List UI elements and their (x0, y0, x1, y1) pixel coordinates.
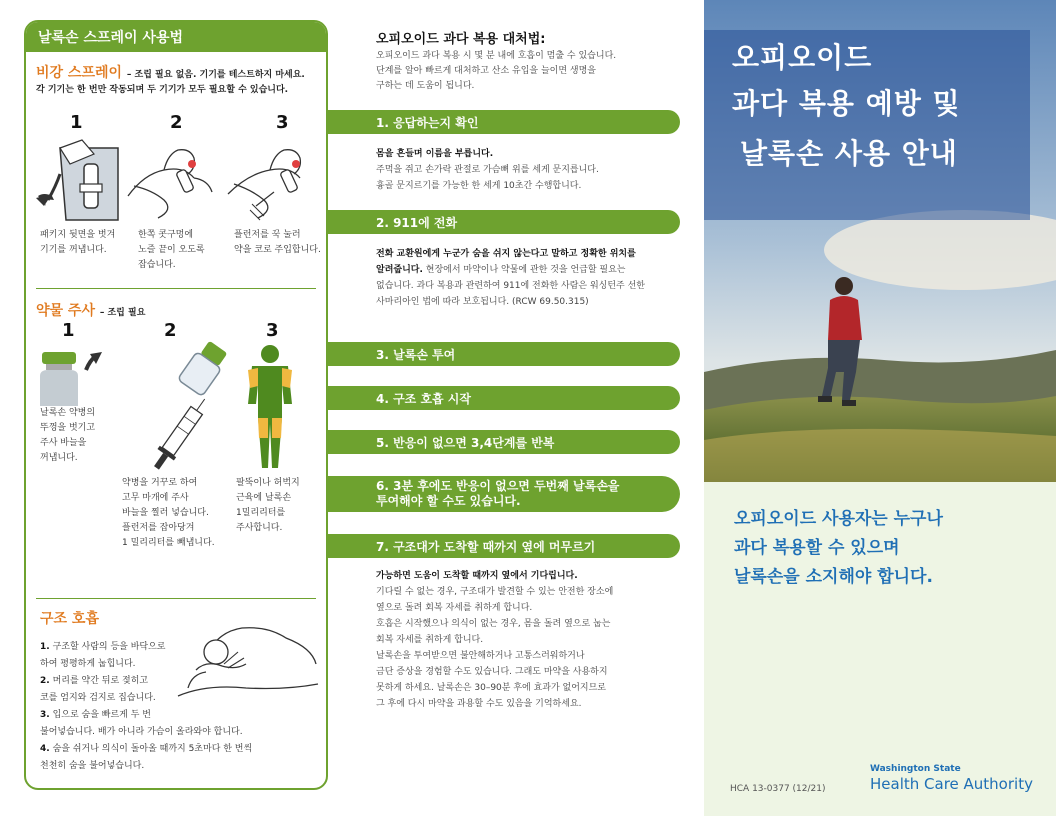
injection-section (36, 300, 145, 320)
injection-step-1-caption: 날록손 약병의 뚜껑을 벗기고 주사 바늘을 꺼냅니다. (40, 408, 96, 463)
injection-step-2-number: 2 (164, 320, 177, 341)
injection-site-figure (244, 344, 296, 472)
rescue-breathing-title: 구조 호흡 (40, 611, 99, 627)
nasal-spray-title: 비강 스프레이 (36, 65, 123, 81)
cover-tagline: 오피오이드 사용자는 누구나 과다 복용할 수 있으며 날록손을 소지해야 합니다. (734, 509, 943, 587)
panel-header: 날록손 스프레이 사용법 (26, 22, 326, 52)
hold-nozzle-illustration (124, 134, 220, 230)
spray-step-1-number: 1 (70, 112, 83, 133)
step-2-detail: 전화 교환원에게 누군가 숨을 쉬지 않는다고 말하고 정확한 위치를 알려줍니다. 현장에서 마약이나 약물에 관한 것을 언급할 필요는 없습니다. 과다 복용과 관련하여 911에 전화한 사람은 워싱턴주 선한 사마리아인 법에 따라 보호됩니다. (RCW 69.50.315) (376, 249, 645, 307)
section-divider (36, 598, 316, 599)
step-7-detail: 가능하면 도움이 도착할 때까지 옆에서 기다립니다. 기다릴 수 없는 경우, 구조대가 발견할 수 있는 안전한 장소에 옆으로 돌려 회복 자세를 취하게 합니다. 호흡은 시작했으나 의식이 없는 경우, 몸을 돌려 옆으로 눕는 회복 자세를 취하게 합니다. 날록손을 투여받으면 불안해하거나 고통스러워하거나 금단 증상을 경험할 수도 있습니다. 그래도 마약을 사용하지 못하게 하세요. 날록손은 30–90분 후에 효과가 없어지므로 그 후에 다시 마약을 과용할 수도 있음을 기억하세요. (376, 571, 614, 709)
step-2-bar: 2. 911에 전화 (328, 210, 680, 234)
syringe-vial-illustration (126, 340, 236, 490)
step-7-bar: 7. 구조대가 도착할 때까지 옆에 머무르기 (328, 534, 680, 558)
cover-panel (704, 0, 1056, 816)
injection-title: 약물 주사 (36, 303, 95, 319)
response-title: 오피오이드 과다 복용 대처법: (376, 32, 546, 47)
rescue-step: 4. 숨을 쉬거나 의식이 돌아올 때까지 5초마다 한 번씩 천천히 숨을 불어넣습니다. (40, 744, 253, 771)
nasal-spray-note: 각 기기는 한 번만 작동되며 두 기기가 모두 필요할 수 있습니다. (36, 85, 289, 95)
spray-step-2-caption: 한쪽 콧구멍에 노즐 끝이 오도록 잡습니다. (138, 230, 205, 270)
section-divider (36, 288, 316, 289)
rescue-step: 3. 입으로 숨을 빠르게 두 번 불어넣습니다. 배가 아니라 가슴이 올라와야 합니다. (40, 710, 243, 737)
injection-step-3-number: 3 (266, 320, 279, 341)
response-intro: 오피오이드 과다 복용 시 몇 분 내에 호흡이 멈출 수 있습니다. 단계를 알아 빠르게 대처하고 산소 유입을 늘이면 생명을 구하는 데 도움이 됩니다. (376, 51, 617, 91)
step-6-bar: 6. 3분 후에도 반응이 없으면 두번째 날록손을 투여해야 할 수도 있습니다. (328, 476, 680, 512)
logo-state-text: Washington State (870, 764, 961, 774)
injection-step-2-caption: 약병을 거꾸로 하여 고무 마개에 주사 바늘을 찔러 넣습니다. 플런저를 잡아당겨 1 밀리리터를 빼냅니다. (122, 478, 215, 548)
injection-step-1-number: 1 (62, 320, 75, 341)
nasal-spray-section (36, 62, 305, 82)
injection-subtitle: – 조립 필요 (99, 308, 146, 318)
vial-cap-illustration (34, 346, 114, 406)
press-plunger-illustration (226, 134, 326, 230)
step-4-bar: 4. 구조 호흡 시작 (328, 386, 680, 410)
naloxone-instructions-panel (24, 20, 328, 790)
spray-step-3-number: 3 (276, 112, 289, 133)
rescue-breathing-steps (40, 639, 315, 775)
rescue-step: 2. 머리를 약간 뒤로 젖히고 코를 엄지와 검지로 집습니다. (40, 676, 156, 703)
step-3-bar: 3. 날록손 투여 (328, 342, 680, 366)
cover-title-line-3: 날록손 사용 안내 (740, 137, 958, 170)
peel-package-illustration (30, 134, 124, 230)
spray-step-1-caption: 패키지 뒷면을 벗겨 기기를 꺼냅니다. (40, 230, 116, 255)
logo-agency-text: Health Care Authority (870, 775, 1033, 793)
step-1-bar: 1. 응답하는지 확인 (328, 110, 680, 134)
injection-step-3-caption: 팔뚝이나 허벅지 근육에 날록손 1밀리리터를 주사합니다. (236, 478, 300, 533)
spray-step-3-caption: 플런저를 꾹 눌러 약을 코로 주입합니다. (234, 230, 321, 255)
cover-title-line-2: 과다 복용 예방 및 (732, 87, 961, 120)
cover-title-line-1: 오피오이드 (732, 41, 873, 74)
spray-step-2-number: 2 (170, 112, 183, 133)
step-1-detail: 몸을 흔들며 이름을 부릅니다. 주먹을 쥐고 손가락 관절로 가슴뼈 위를 세게 문지릅니다. 흉골 문지르기를 가능한 한 세게 10초간 수행합니다. (376, 149, 599, 191)
publication-code: HCA 13-0377 (12/21) (730, 784, 826, 794)
rescue-step: 1. 구조할 사람의 등을 바닥으로 하여 평평하게 눕힙니다. (40, 642, 166, 669)
nasal-spray-subtitle: – 조립 필요 없음. 기기를 테스트하지 마세요. (126, 70, 305, 80)
overdose-response-column (328, 0, 702, 816)
step-5-bar: 5. 반응이 없으면 3,4단계를 반복 (328, 430, 680, 454)
hca-logo (870, 764, 1033, 793)
